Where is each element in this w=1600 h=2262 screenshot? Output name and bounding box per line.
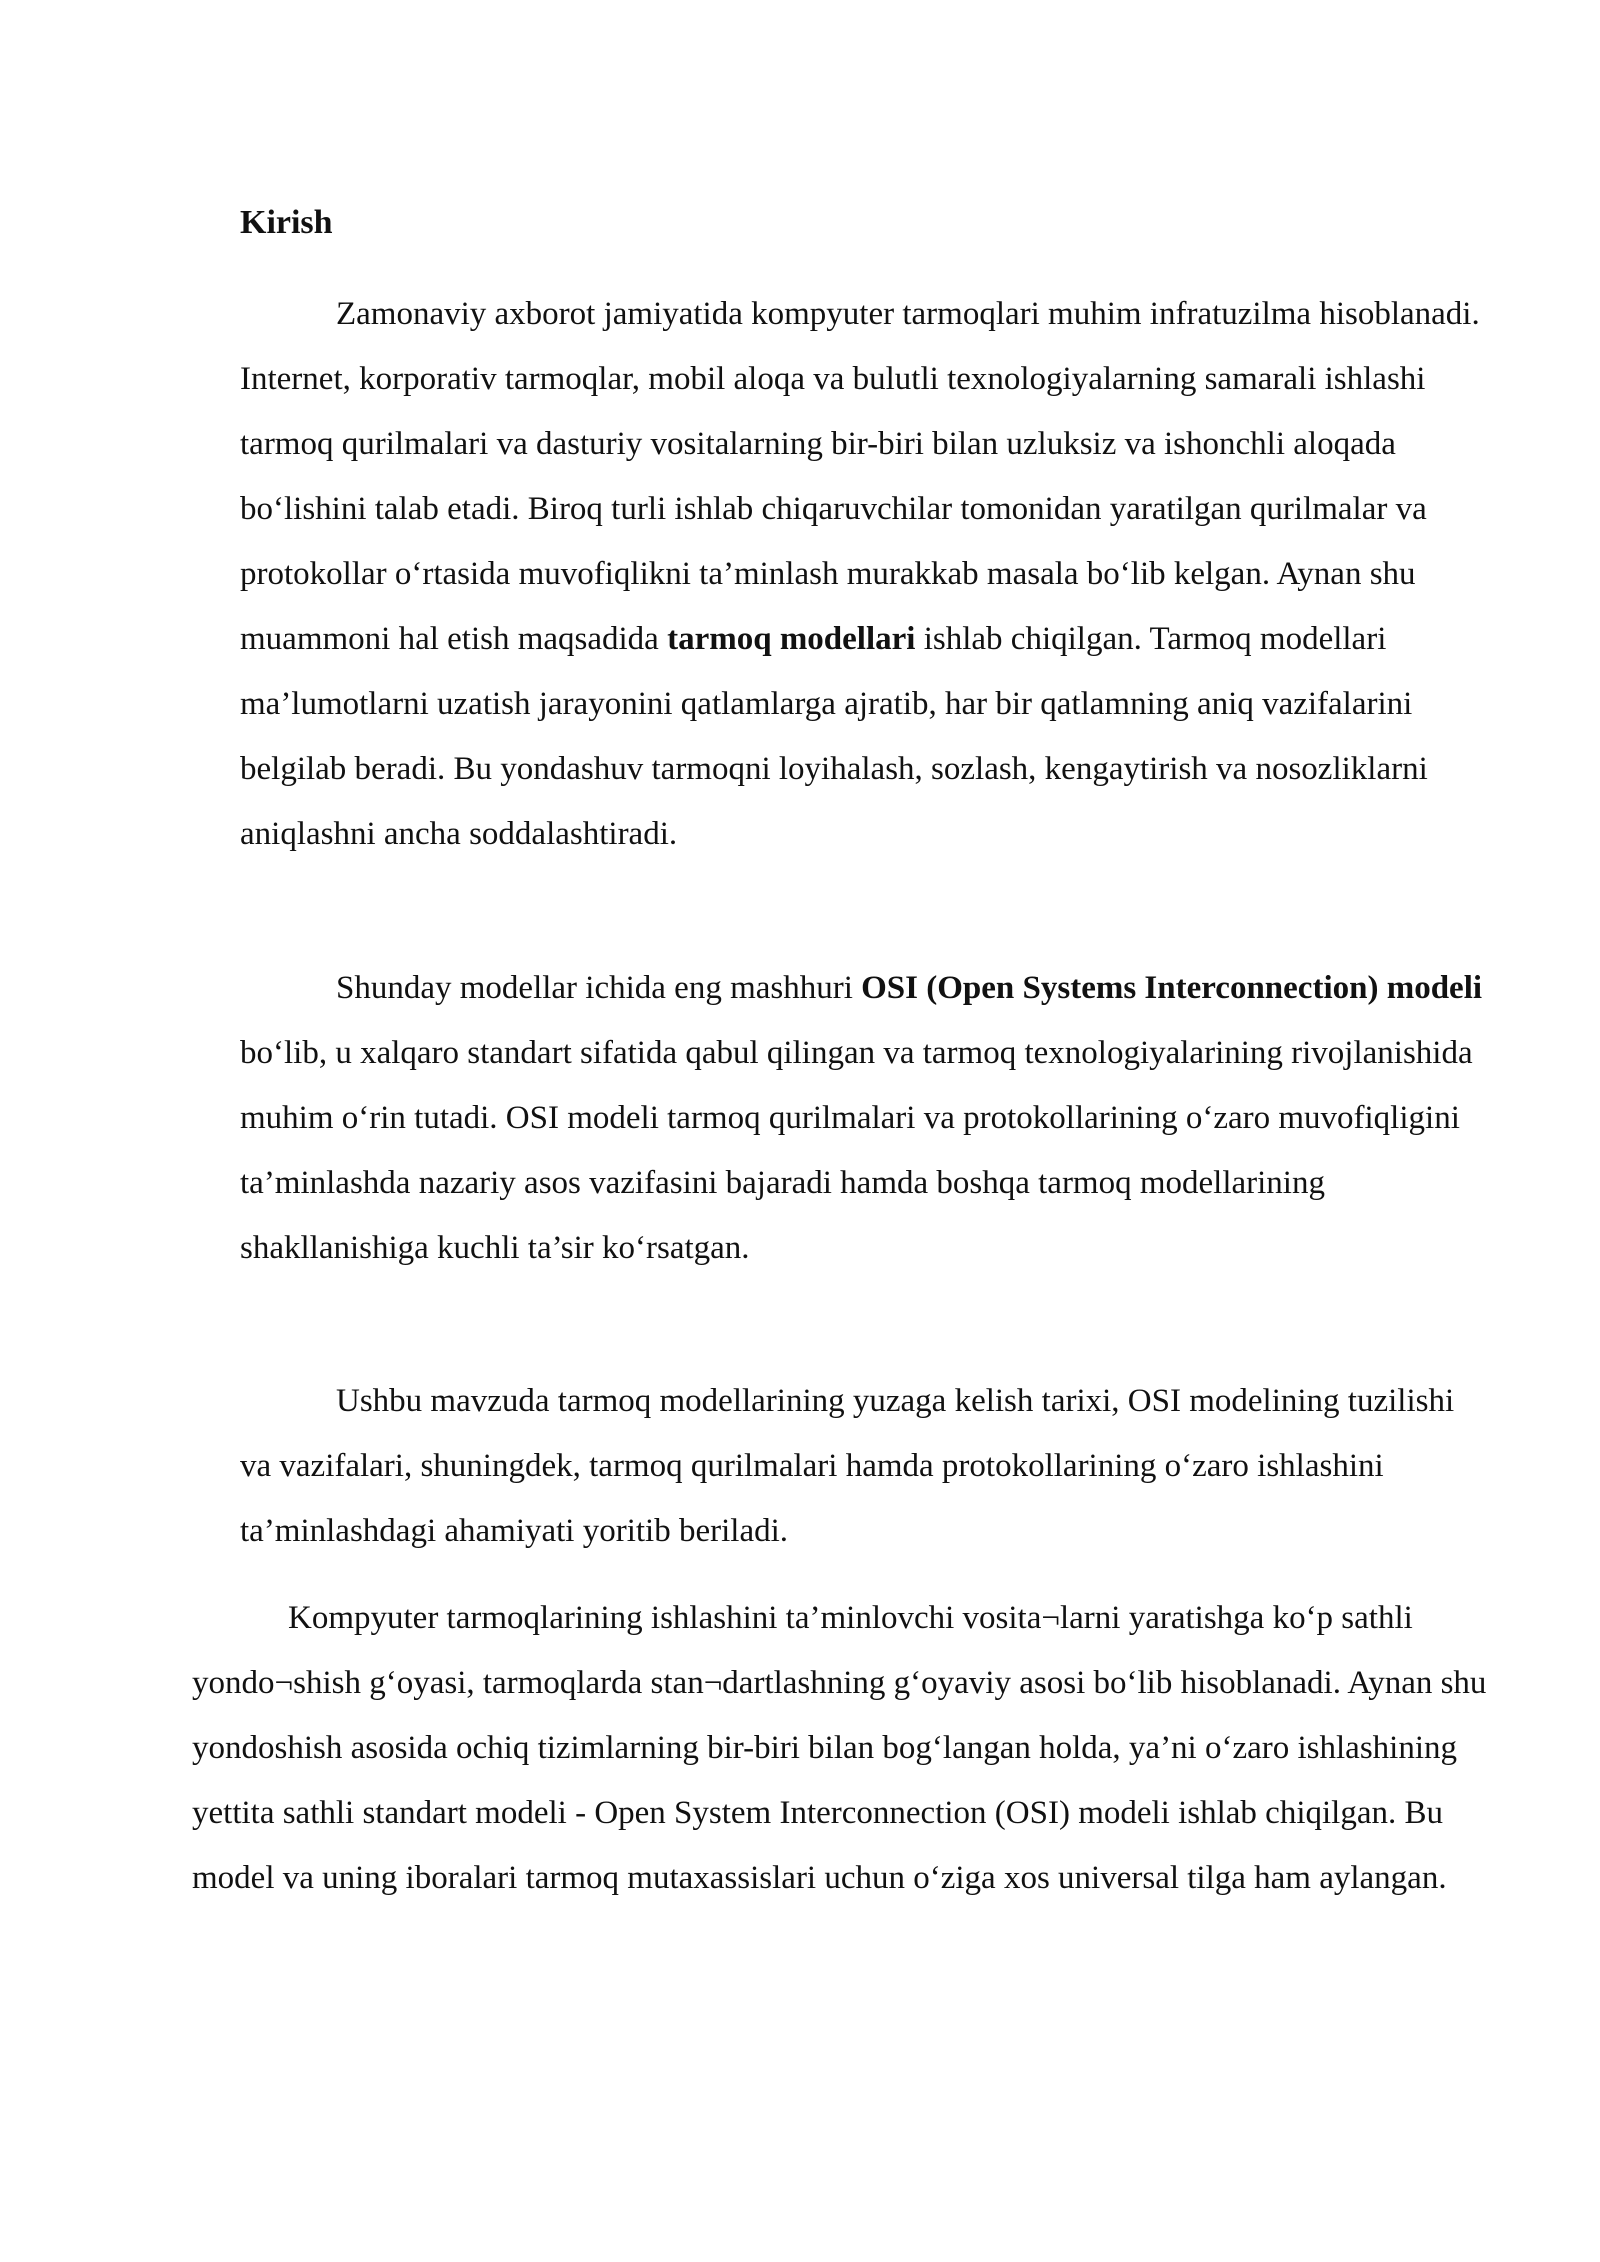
paragraph-intro-text-2: ishlab chiqilgan. Tarmoq modellari ma’lumotlarni uzatish jarayonini qatlamlarga ajratib, har bir qatlamning aniq vazifalarini belgilab beradi. Bu yondashuv tarmoqni loyihalash, sozlash, kengaytirish va nosozliklarni aniqlashni ancha soddalashtiradi. [240,621,1428,852]
paragraph-intro [240,282,1490,867]
paragraph-intro-bold: tarmoq modellari [667,621,916,657]
paragraph-osi-text-1: Shunday modellar ichida eng mashhuri [336,970,853,1006]
paragraph-topic-text: Ushbu mavzuda tarmoq modellarining yuzaga kelish tarixi, OSI modelining tuzilishi va vazifalari, shuningdek, tarmoq qurilmalari hamda protokollarining o‘zaro ishlashini ta’minlashdagi ahamiyati yoritib beriladi. [240,1383,1455,1549]
paragraph-layered-approach [192,1586,1492,1911]
section-heading: Kirish [240,204,333,241]
paragraph-osi-text-2: bo‘lib, u xalqaro standart sifatida qabul qilingan va tarmoq texnologiyalarining rivojlanishida muhim o‘rin tutadi. OSI modeli tarmoq qurilmalari va protokollarining o‘zaro muvofiqligini ta’minlashda nazariy asos vazifasini bajaradi hamda boshqa tarmoq modellarining shakllanishiga kuchli ta’sir ko‘rsatgan. [240,1035,1473,1266]
paragraph-topic [240,1369,1490,1564]
paragraph-layered-approach-text: Kompyuter tarmoqlarining ishlashini ta’minlovchi vosita¬larni yaratishga ko‘p sathli yondo¬shish g‘oyasi, tarmoqlarda stan¬dartlashning g‘oyaviy asosi bo‘lib hisoblanadi. Aynan shu yondoshish asosida ochiq tizimlarning bir-biri bilan bog‘langan holda, ya’ni o‘zaro ishlashining yettita sathli standart modeli - Open System Interconnection (OSI) modeli ishlab chiqilgan. Bu model va uning iboralari tarmoq mutaxassislari uchun o‘ziga xos universal tilga ham aylangan. [192,1600,1487,1896]
paragraph-intro-text-1: Zamonaviy axborot jamiyatida kompyuter tarmoqlari muhim infratuzilma hisoblanadi. Internet, korporativ tarmoqlar, mobil aloqa va bulutli texnologiyalarning samarali ishlashi tarmoq qurilmalari va dasturiy vositalarning bir-biri bilan uzluksiz va ishonchli aloqada bo‘lishini talab etadi. Biroq turli ishlab chiqaruvchilar tomonidan yaratilgan qurilmalar va protokollar o‘rtasida muvofiqlikni ta’minlash murakkab masala bo‘lib kelgan. Aynan shu muammoni hal etish maqsadida [240,296,1480,657]
paragraph-osi [240,956,1490,1281]
paragraph-osi-bold: OSI (Open Systems Interconnection) modeli [861,970,1483,1006]
